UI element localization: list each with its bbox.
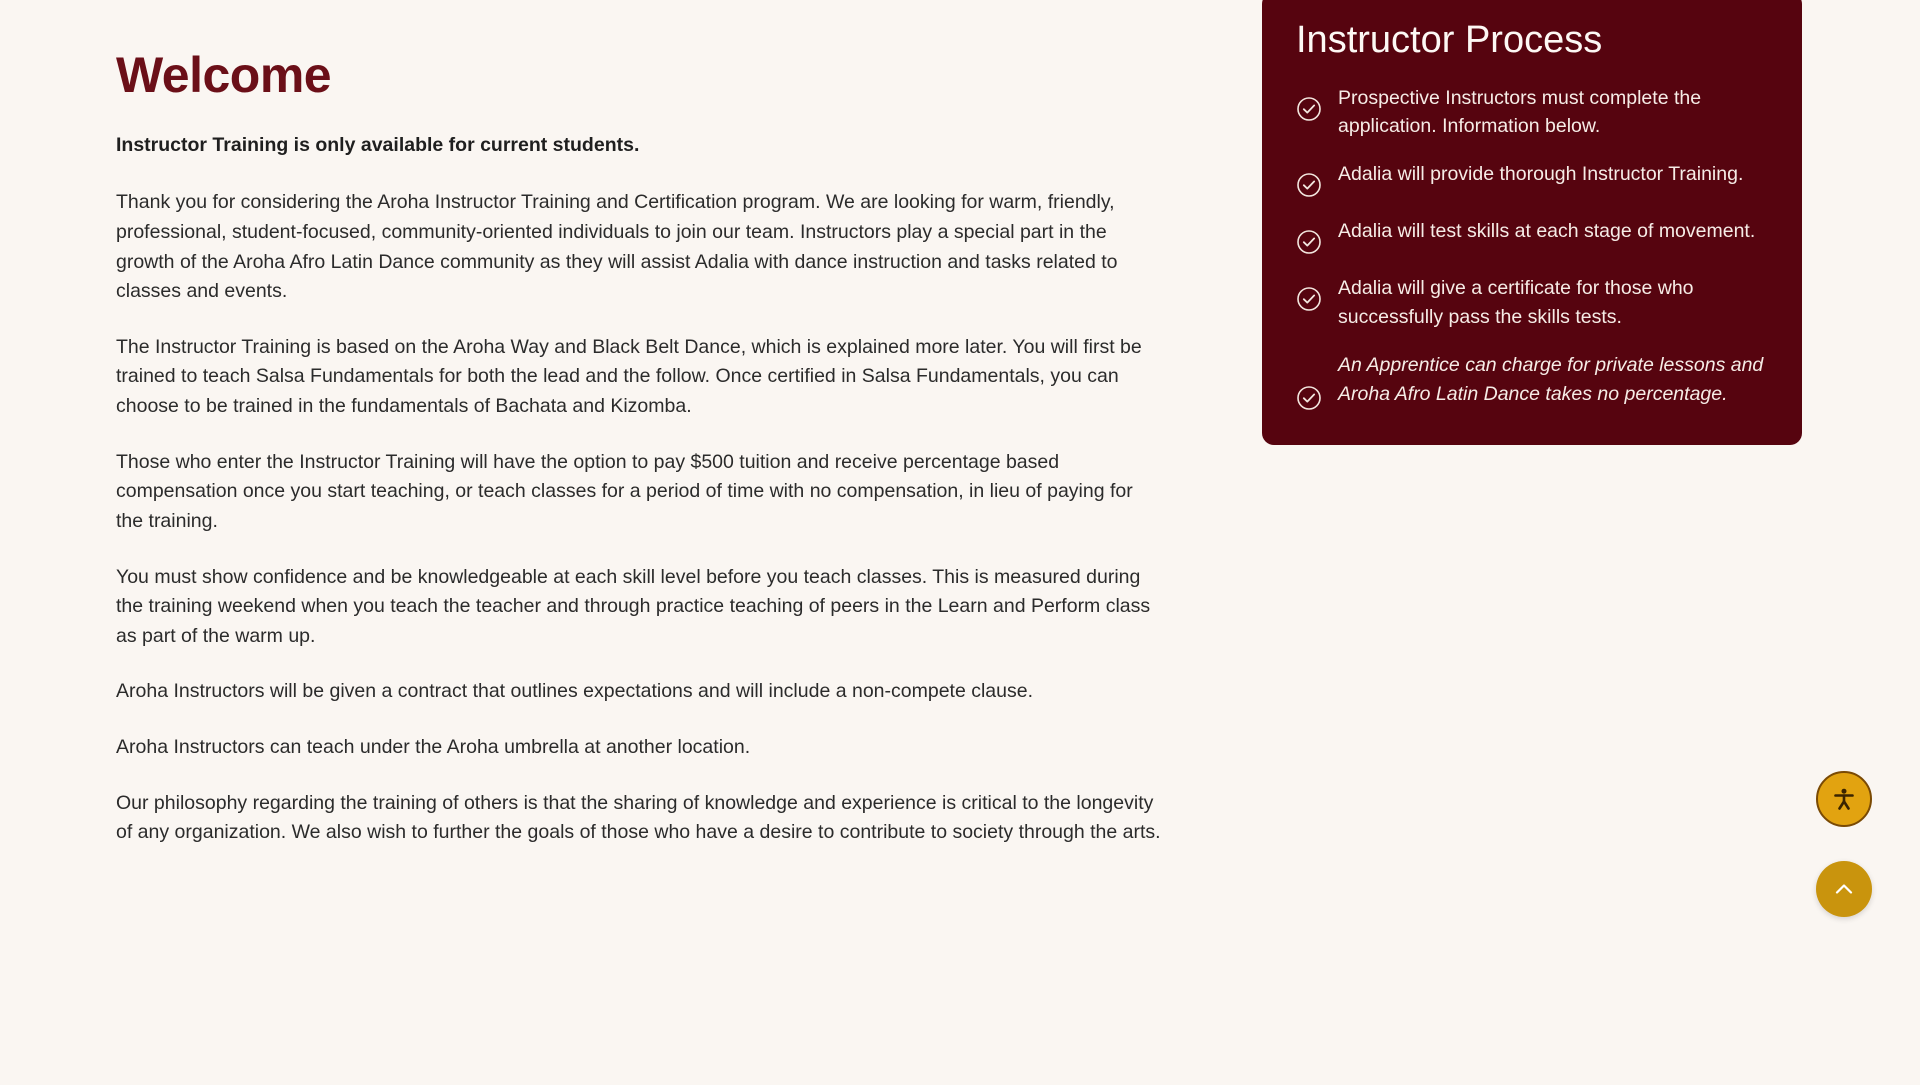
body-paragraph: You must show confidence and be knowledgeable at each skill level before you teach classes. This is measured during the training weekend when you teach the teacher and through practice teaching of peers in the Learn and Perform class as part of the warm up. bbox=[116, 565, 1151, 647]
list-item bbox=[1296, 84, 1768, 142]
list-item bbox=[1296, 351, 1768, 411]
accessibility-icon bbox=[1830, 785, 1858, 813]
process-list bbox=[1296, 84, 1768, 411]
body-paragraph: Those who enter the Instructor Training will have the option to pay $500 tuition and receive percentage based compensation once you start teaching, or teach classes for a period of time with no compensation, in lieu of paying for the training. bbox=[116, 450, 1133, 532]
list-item bbox=[1296, 274, 1768, 332]
check-circle-icon bbox=[1296, 385, 1322, 411]
chevron-up-icon bbox=[1831, 876, 1857, 902]
body-paragraph: The Instructor Training is based on the Aroha Way and Black Belt Dance, which is explained more later. You will first be trained to teach Salsa Fundamentals for both the lead and the follow. Once certified in Salsa Fundamentals, you can choose to be trained in the fundamentals of Bachata and Kizomba. bbox=[116, 335, 1142, 417]
body-paragraph: Aroha Instructors can teach under the Aroha umbrella at another location. bbox=[116, 736, 751, 758]
process-item-text: An Apprentice can charge for private lessons and Aroha Afro Latin Dance takes no percentage. bbox=[1338, 354, 1764, 405]
accessibility-button[interactable] bbox=[1816, 771, 1872, 827]
process-card-title: Instructor Process bbox=[1296, 19, 1603, 61]
body-paragraph: Aroha Instructors will be given a contract that outlines expectations and will include a non-compete clause. bbox=[116, 680, 1034, 703]
process-item-text: Adalia will give a certificate for those who successfully pass the skills tests. bbox=[1338, 277, 1694, 329]
page-title: Welcome bbox=[116, 47, 332, 103]
check-circle-icon bbox=[1296, 229, 1322, 255]
instructor-process-card bbox=[1262, 0, 1802, 445]
article-content bbox=[116, 48, 1161, 874]
process-item-text: Adalia will test skills at each stage of movement. bbox=[1338, 220, 1756, 243]
body-paragraph: Our philosophy regarding the training of others is that the sharing of knowledge and experience is critical to the longevity of any organization. We also wish to further the goals of those who have a desire to contribute to society through the arts. bbox=[116, 791, 1161, 844]
process-item-text: Prospective Instructors must complete the application. Information below. bbox=[1338, 86, 1702, 138]
scroll-to-top-button[interactable] bbox=[1816, 861, 1872, 917]
lead-paragraph: Instructor Training is only available for current students. bbox=[116, 134, 640, 156]
check-circle-icon bbox=[1296, 96, 1322, 122]
list-item bbox=[1296, 217, 1768, 255]
check-circle-icon bbox=[1296, 286, 1322, 312]
process-item-text: Adalia will provide thorough Instructor Training. bbox=[1338, 163, 1744, 186]
check-circle-icon bbox=[1296, 172, 1322, 198]
list-item bbox=[1296, 160, 1768, 198]
body-paragraph: Thank you for considering the Aroha Instructor Training and Certification program. We are looking for warm, friendly, professional, student-focused, community-oriented individuals to join our team. Instructors play a special part in the growth of the Aroha Afro Latin Dance community as they will assist Adalia with dance instruction and tasks related to classes and events. bbox=[116, 191, 1118, 303]
